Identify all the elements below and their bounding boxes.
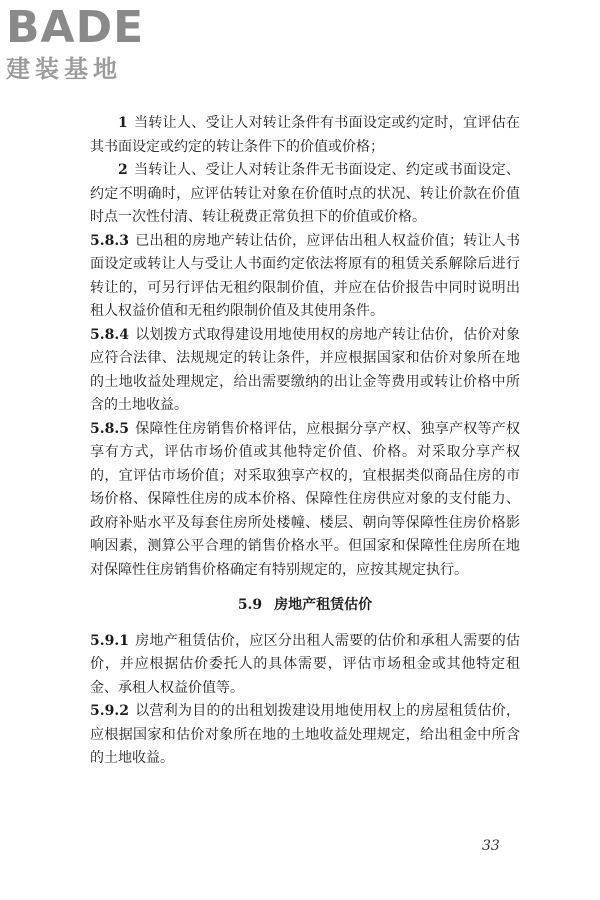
item-text: 当转让人、受让人对转让条件有书面设定或约定时，宜评估在其书面设定或约定的转让条件下的价值或价格； (90, 115, 520, 155)
item-number: 1 (118, 115, 128, 131)
section-heading (90, 594, 520, 618)
clause-number: 5.8.3 (90, 232, 129, 249)
section-title: 房地产租赁估价 (274, 597, 373, 613)
page-number: 33 (482, 838, 500, 854)
clause-text: 已出租的房地产转让估价，应评估出租人权益价值；转让人书面设定或转让人与受让人书面约定依法将原有的租赁关系解除后进行转让的，可另行评估无租约限制价值，并应在估价报告中同时说明出租人权益价值和无租约限制价值及其使用条件。 (90, 232, 520, 319)
logo-cjk: 建装基地 (6, 55, 122, 83)
clause (90, 324, 520, 418)
logo (6, 4, 176, 84)
clause-number: 5.8.5 (90, 420, 129, 437)
item-number: 2 (118, 162, 128, 178)
list-item (90, 112, 520, 159)
clause (90, 418, 520, 583)
clause-text: 以划拨方式取得建设用地使用权的房地产转让估价，估价对象应符合法律、法规规定的转让条件，并应根据国家和估价对象所在地的土地收益处理规定，给出需要缴纳的出让金等费用或转让价格中所含的土地收益。 (90, 326, 520, 413)
clause (90, 700, 520, 771)
section-number: 5.9 (237, 597, 263, 613)
clause (90, 230, 520, 324)
clause (90, 630, 520, 701)
clause-text: 以营利为目的的出租划拨建设用地使用权上的房屋租赁估价，应根据国家和估价对象所在地的土地收益处理规定，给出租金中所含的土地收益。 (90, 703, 520, 766)
clause-text: 房地产租赁估价，应区分出租人需要的估价和承租人需要的估价，并应根据估价委托人的具体需要，评估市场租金或其他特定租金、承租人权益价值等。 (90, 632, 520, 696)
clause-number: 5.8.4 (90, 326, 129, 343)
clause-number: 5.9.1 (90, 632, 129, 649)
list-item (90, 159, 520, 230)
document-body (90, 112, 520, 771)
item-text: 当转让人、受让人对转让条件无书面设定、约定或书面设定、约定不明确时，应评估转让对象在价值时点的状况、转让价款在价值时点一次性付清、转让税费正常负担下的价值或价格。 (90, 162, 520, 225)
clause-number: 5.9.2 (90, 703, 129, 719)
clause-text: 保障性住房销售价格评估，应根据分享产权、独享产权等产权享有方式，评估市场价值或其他特定价值、价格。对采取分享产权的，宜评估市场价值；对采取独享产权的，宜根据类似商品住房的市场价格、保障性住房的成本价格、保障性住房供应对象的支付能力、政府补贴水平及每套住房所处楼幢、楼层、朝向等保障性住房价格影响因素，测算公平合理的销售价格水平。但国家和保障性住房所在地对保障性住房销售价格确定有特别规定的，应按其规定执行。 (90, 420, 520, 578)
logo-latin: BADE (6, 2, 145, 53)
